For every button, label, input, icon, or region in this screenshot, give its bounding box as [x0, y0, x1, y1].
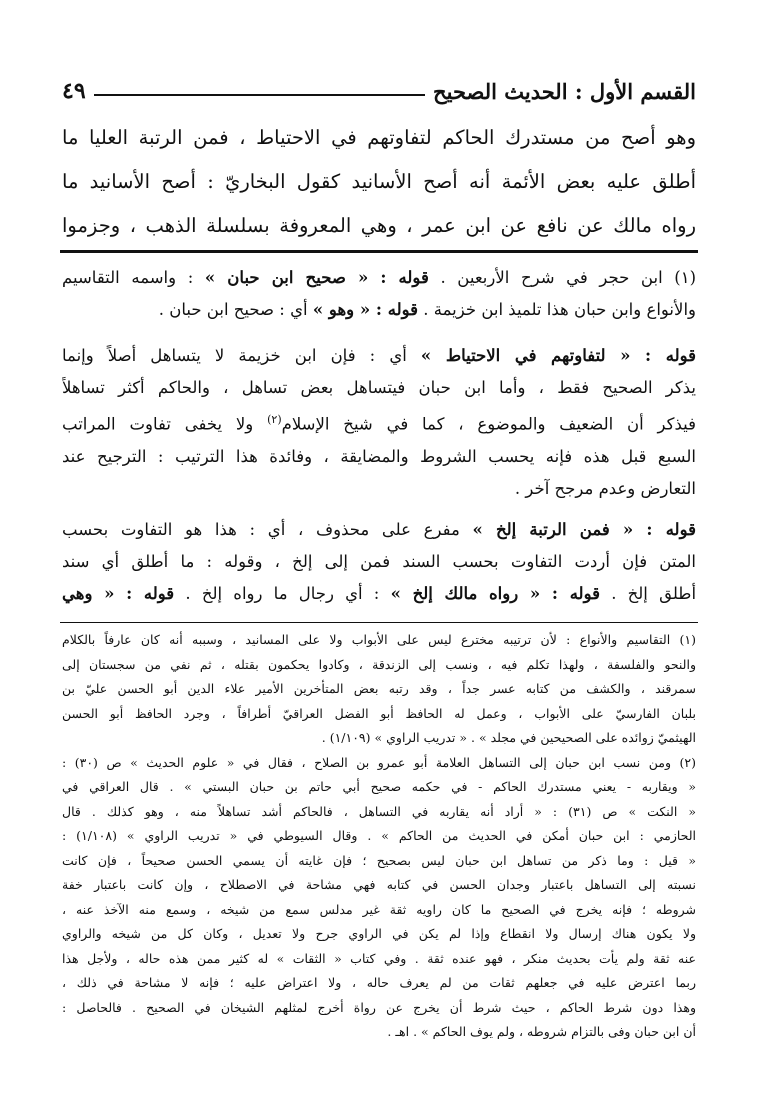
footnote-line: سمرقند ، والكشف من كتابه عسر جداً ، وقد رتبه بعض المتأخرين الأمير علاء الدين أبو الحسن عليّ بن [62, 681, 696, 696]
commentary-line [62, 294, 696, 326]
footnote-line: « ويقاربه - يعني مستدرك الحاكم - في حكمه صحيح أبي حاتم بن حبان البستي » . قال العراقي في [62, 779, 696, 794]
commentary-lemma: قوله : « وهو » [312, 300, 419, 319]
commentary-line [62, 404, 696, 441]
commentary-text: مفرع على محذوف ، أي : هذا هو التفاوت بحسب [62, 520, 460, 539]
footnote-line: أن ابن حبان وفى بالتزام شروطه ، ولم يوف الحاكم » . اهـ . [387, 1024, 696, 1039]
commentary-text: : أي رجال ما رواه إلخ . [185, 584, 380, 603]
footnote-line: الحازمي : ابن حبان أمكن في الحديث من الحاكم » . وقال السيوطي في « تدريب الراوي » (١/١٠٨) : [62, 828, 696, 843]
footnote-line: (٢) ومن نسب ابن حبان إلى التساهل العلامة أبو عمرو بن الصلاح ، فقال في « علوم الحديث » ص (٣٠) : [62, 754, 696, 770]
commentary-line: يذكر الصحيح فقط ، وأما ابن حبان فيتساهل بعض تساهل ، والحاكم أكثر تساهلاً [62, 378, 696, 397]
commentary-lemma: قوله : « صحيح ابن حبان » [204, 268, 429, 287]
commentary-line: المتن فإن أردت التفاوت بحسب السند فمن إلى إلخ ، وقوله : ما أطلق أي سند [62, 552, 696, 571]
footnote-line: الهيثميّ زوائده على الصحيحين في مجلد » . « تدريب الراوي » (١/١٠٩) . [321, 730, 696, 745]
footnote-line: نسبته إلى التساهل باعتبار وجدان الحسن في كتابه فهي مشاحة في الاصطلاح ، وإن كانت باعتبار خفة [62, 877, 696, 892]
commentary-text: : واسمه التقاسيم [62, 268, 194, 287]
main-line: وهو أصح من مستدرك الحاكم لتفاوتهم في الاحتياط ، فمن الرتبة العليا ما [62, 126, 696, 149]
commentary-paragraph [62, 514, 696, 610]
commentary-text: أي : فإن ابن خزيمة لا يتساهل أصلاً وإنما [62, 346, 407, 365]
main-line: رواه مالك عن نافع عن ابن عمر ، وهي المعروفة بسلسلة الذهب ، وجزموا [62, 214, 696, 237]
footnote-line: وهذا دون شرط الحاكم ، حيث شرط أن يخرج عن رواة أخرج لمثلهم الشيخان في الصحيح . فالحاصل : [62, 999, 696, 1015]
footnote-ref: (٢) [267, 413, 282, 426]
commentary-text: والأنواع وابن حبان هذا تلميذ ابن خزيمة . [423, 300, 696, 319]
commentary-line [62, 578, 696, 610]
page-header [62, 66, 696, 106]
commentary-text: فيذكر أن الضعيف والموضوع ، كما في شيخ الإسلام [281, 414, 696, 434]
footnote-line: « النكت » ص (٣١) : « أراد أنه يقاربه في التساهل ، فالحاكم أشد تساهلاً منه ، وهو كذلك . قال [62, 803, 696, 819]
text-separator [60, 250, 698, 253]
running-title: القسم الأول : الحديث الصحيح [433, 79, 696, 104]
commentary-paragraph [62, 262, 696, 326]
footnote-line: « قيل : وما ذكر من تساهل ابن حبان ليس بصحيح ؛ فإن غايته أن يسمي الحسن صحيحاً ، فإن كانت [62, 852, 696, 868]
footnote-line: ربما اعترض عليه في جعلهم ثقات من لم يعرف حاله ، ولا اعتراض عليه ؛ فإنه لا مشاحة في ذلك ، [62, 975, 696, 990]
commentary-lemma: قوله : « لتفاوتهم في الاحتياط » [420, 346, 696, 365]
footnote-line: (١) التقاسيم والأنواع : لأن ترتيبه مخترع ليس على الأبواب ولا على المسانيد ، وسببه أنه كان عارفاً بالكلام [62, 632, 696, 647]
header-rule [94, 94, 425, 96]
footnote-separator [60, 622, 698, 623]
commentary-lemma: قوله : « رواه مالك إلخ » [390, 584, 600, 603]
main-line: أطلق عليه بعض الأئمة أنه أصح الأسانيد كقول البخاريّ : أصح الأسانيد ما [62, 170, 696, 193]
commentary-line [62, 514, 696, 546]
footnote-line: والنحو والفلسفة ، ولهذا تكلم فيه ، ونسب إلى الزندقة ، وكادوا يحكمون بقتله ، ثم نفي من سجستان إلى [62, 656, 696, 672]
commentary-text: ولا يخفى تفاوت المراتب [62, 414, 254, 434]
commentary-paragraph [62, 340, 696, 505]
commentary-lemma: قوله : « فمن الرتبة إلخ » [472, 520, 696, 539]
page-number: ٤٩ [62, 78, 86, 104]
commentary-text: ابن حجر في شرح الأربعين . [440, 268, 663, 287]
commentary-lemma: قوله : « وهي [62, 584, 175, 603]
commentary-line: التعارض وعدم مرجح آخر . [514, 478, 696, 498]
footnote-marker: (١) [674, 268, 696, 287]
commentary-line: السبع قبل هذه فإنه يحسب الشروط والمضايقة ، وفائدة هذا الترتيب : الترجيح عند [62, 446, 696, 466]
commentary-line [62, 340, 696, 372]
footnote-line: بلبان الفارسيّ على الأبواب ، وعمل له الحافظ أبو الفضل العراقيّ أطرافاً ، وجرد الحافظ أبو الحسن [62, 705, 696, 721]
footnotes [62, 628, 696, 1045]
footnote-line: ولا يكون هناك إرسال ولا انقطاع وإذا لم يكن في الراوي جرح ولا تعديل ، وكان كل من شيخه والراوي [62, 926, 696, 941]
commentary-line [62, 262, 696, 294]
commentary-text: أطلق إلخ . [611, 584, 696, 603]
main-text [62, 116, 696, 248]
footnote-line: شروطه ؛ فإنه يخرج في الصحيح ما كان راويه ثقة غير مدلس سمع من شيخه ، وسمع منه الآخذ عنه ، [62, 901, 696, 917]
commentary-text: أي : صحيح ابن حبان . [158, 300, 308, 319]
footnote-line: عنه ثقة ولم يأت بحديث منكر ، فهو عنده ثقة . وفي كتاب « الثقات » له كثير ممن هذه حاله ، ولأجل هذا [62, 950, 696, 966]
